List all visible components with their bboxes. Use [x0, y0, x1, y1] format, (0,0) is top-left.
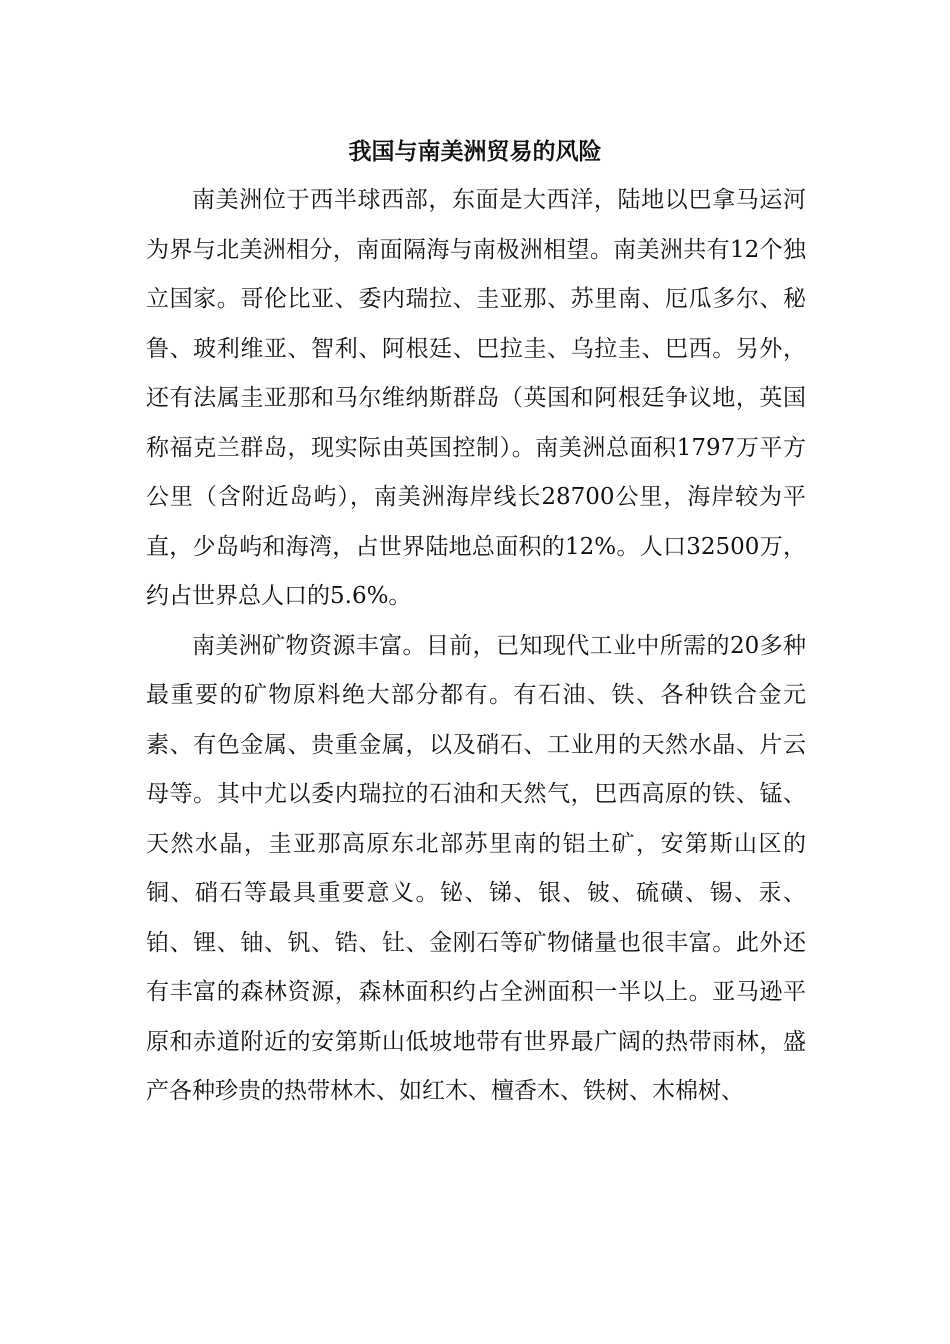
paragraph-geography: 南美洲位于西半球西部，东面是大西洋，陆地以巴拿马运河为界与北美洲相分，南面隔海与南极洲相望。南美洲共有12个独立国家。哥伦比亚、委内瑞拉、圭亚那、苏里南、厄瓜多尔、秘鲁、玻利维亚、智利、阿根廷、巴拉圭、乌拉圭、巴西。另外，还有法属圭亚那和马尔维纳斯群岛（英国和阿根廷争议地，英国称福克兰群岛，现实际由英国控制）。南美洲总面积1797万平方公里（含附近岛屿），南美洲海岸线长28700公里，海岸较为平直，少岛屿和海湾，占世界陆地总面积的12%。人口32500万，约占世界总人口的5.6%。	[146, 187, 806, 609]
paragraph-resources: 南美洲矿物资源丰富。目前，已知现代工业中所需的20多种最重要的矿物原料绝大部分都有。有石油、铁、各种铁合金元素、有色金属、贵重金属，以及硝石、工业用的天然水晶、片云母等。其中尤以委内瑞拉的石油和天然气，巴西高原的铁、锰、天然水晶，圭亚那高原东北部苏里南的铝土矿，安第斯山区的铜、硝石等最具重要意义。铋、锑、银、铍、硫磺、锡、汞、铂、锂、铀、钒、锆、钍、金刚石等矿物储量也很丰富。此外还有丰富的森林资源，森林面积约占全洲面积一半以上。亚马逊平原和赤道附近的安第斯山低坡地带有世界最广阔的热带雨林，盛产各种珍贵的热带林木、如红木、檀香木、铁树、木棉树、	[146, 632, 806, 1104]
document-body	[146, 176, 806, 1117]
document-title: 我国与南美洲贸易的风险	[348, 138, 602, 165]
